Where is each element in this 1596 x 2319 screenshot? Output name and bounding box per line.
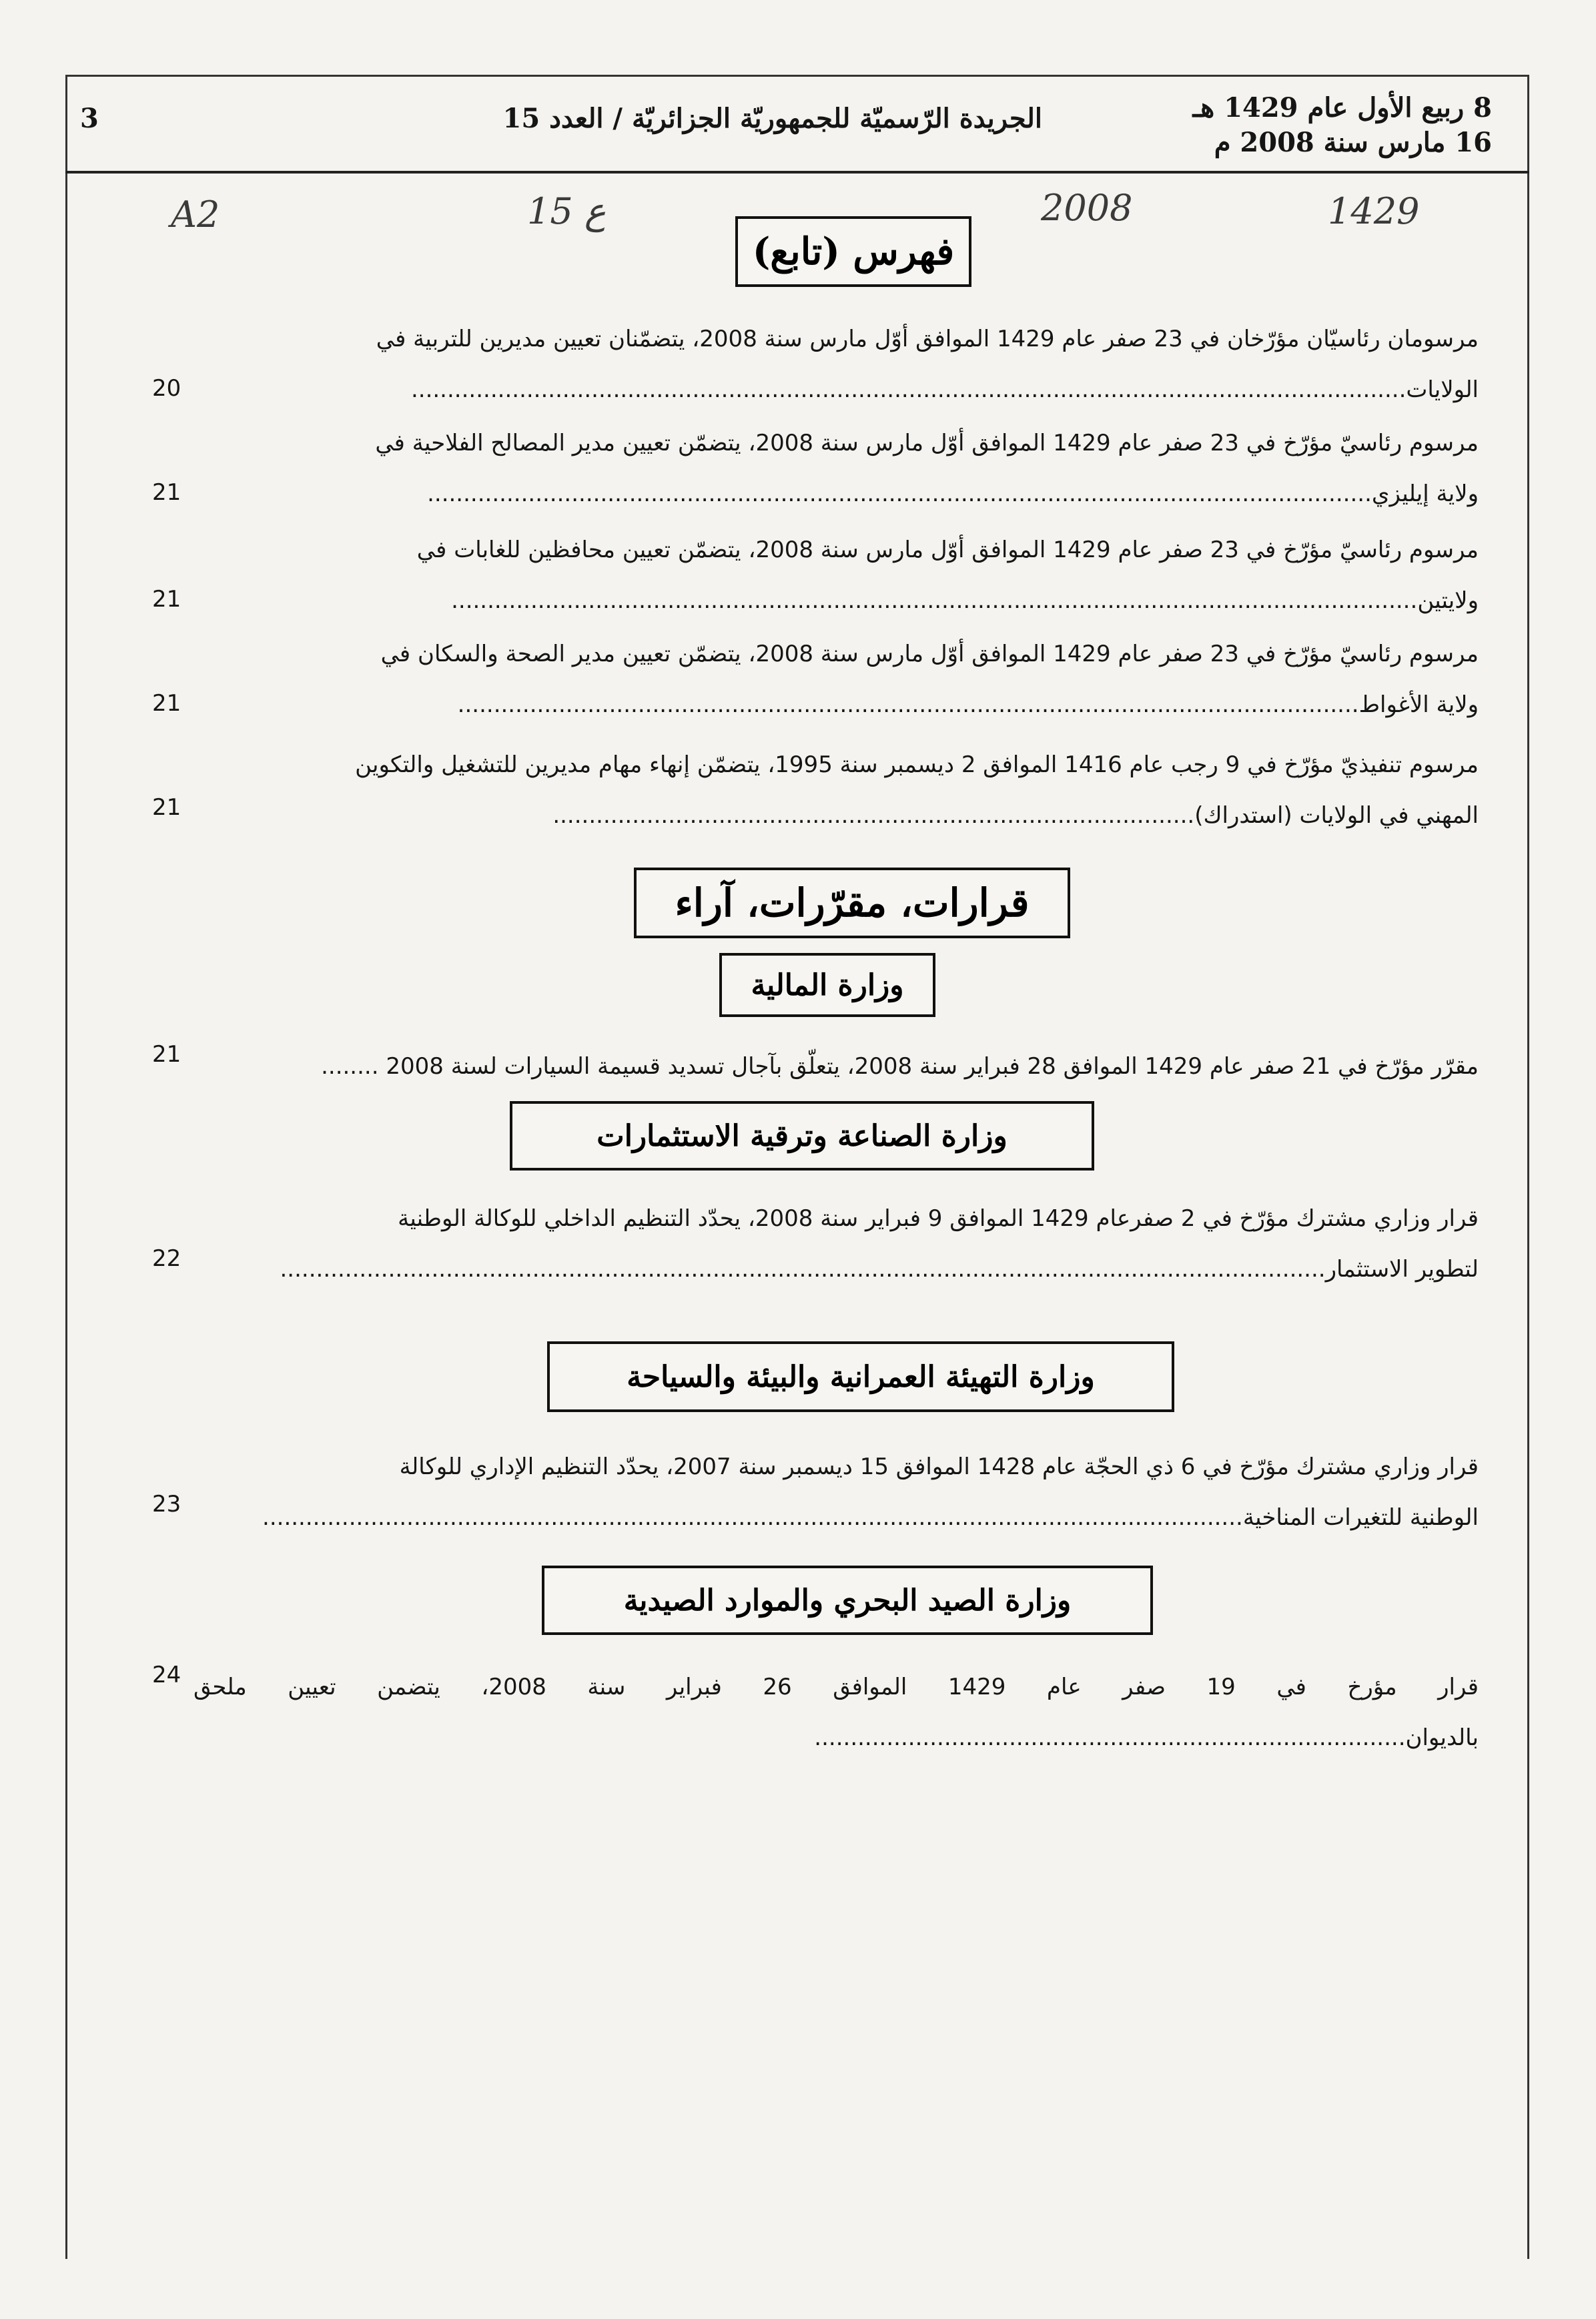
entry-8 <box>193 1441 1479 1543</box>
leader-dots: ......................................................................................... <box>552 802 1195 829</box>
entry-text: مرسومان رئاسيّان مؤرّخان في 23 صفر عام 1429 الموافق أوّل مارس سنة 2008، يتضمّنان تعيين مديرين للتربية في <box>376 326 1479 352</box>
entry-text: مرسوم رئاسيّ مؤرّخ في 23 صفر عام 1429 الموافق أوّل مارس سنة 2008، يتضمّن تعيين مدير الصحة والسكان في <box>380 641 1479 667</box>
leader-dots: ...................................................................................................................................... <box>451 587 1418 614</box>
entry-text-cont: الوطنية للتغيرات المناخية <box>1242 1504 1479 1531</box>
handwritten-note-c: 2008 <box>1041 187 1133 229</box>
entry-text: مقرّر مؤرّخ في 21 صفر عام 1429 الموافق 28 فبراير سنة 2008، يتعلّق بآجال تسديد قسيمة السيارات لسنة 2008 <box>386 1053 1479 1080</box>
entry-7 <box>193 1193 1479 1295</box>
ministry-industry-box <box>510 1101 1094 1171</box>
entry-text-cont: الولايات <box>1406 376 1479 403</box>
leader-dots: ........ <box>321 1053 386 1080</box>
ministry-planning-box <box>547 1341 1174 1412</box>
entry-text: مرسوم رئاسيّ مؤرّخ في 23 صفر عام 1429 الموافق أوّل مارس سنة 2008، يتضمّن تعيين مدير المصالح الفلاحية في <box>375 430 1479 456</box>
entry-4-page: 21 <box>152 690 181 717</box>
leader-dots: ........................................................................................................................................ <box>262 1504 1243 1531</box>
index-title-box <box>735 216 971 287</box>
handwritten-note-b: 15 ع <box>527 190 607 232</box>
entry-text-cont: ولايتين <box>1417 587 1479 614</box>
entry-1-page: 20 <box>152 375 181 402</box>
entry-6 <box>193 1041 1479 1092</box>
entry-3 <box>193 525 1479 626</box>
entry-2 <box>193 418 1479 519</box>
page-number: 3 <box>80 103 99 134</box>
hijri-date: 8 ربيع الأول عام 1429 هـ <box>1192 92 1492 123</box>
entry-text: قرار مؤرخ في 19 صفر عام 1429 الموافق 26 فبراير سنة 2008، يتضمن تعيين ملحق بالديوان <box>193 1674 1479 1751</box>
entry-text-cont: لتطوير الاستثمار <box>1325 1256 1479 1283</box>
entry-3-page: 21 <box>152 586 181 613</box>
index-title: فهرس (تابع) <box>752 230 955 274</box>
entry-9 <box>193 1662 1479 1763</box>
entry-6-page: 21 <box>152 1041 181 1068</box>
decisions-title-box <box>634 868 1070 938</box>
leader-dots: ................................................................................................................................................. <box>280 1256 1326 1283</box>
leader-dots: .................................................................................. <box>814 1724 1406 1751</box>
header-dates <box>1192 91 1492 160</box>
ministry-planning: وزارة التهيئة العمرانية والبيئة والسياحة <box>627 1359 1095 1394</box>
entry-text: مرسوم رئاسيّ مؤرّخ في 23 صفر عام 1429 الموافق أوّل مارس سنة 2008، يتضمّن تعيين محافظين للغابات في <box>416 537 1479 563</box>
ministry-finance: وزارة المالية <box>751 968 904 1002</box>
entry-9-page: 24 <box>152 1662 181 1688</box>
entry-8-page: 23 <box>152 1491 181 1518</box>
journal-title: الجريدة الرّسميّة للجمهوريّة الجزائريّة / العدد 15 <box>502 103 1042 134</box>
entry-5 <box>193 739 1479 841</box>
entry-7-page: 22 <box>152 1245 181 1272</box>
entry-text: قرار وزاري مشترك مؤرّخ في 2 صفرعام 1429 الموافق 9 فبراير سنة 2008، يحدّد التنظيم الداخلي للوكالة الوطنية <box>398 1205 1479 1232</box>
decisions-title: قرارات، مقرّرات، آراء <box>675 880 1030 926</box>
page-header <box>65 75 1529 175</box>
entry-5-page: 21 <box>152 794 181 821</box>
ministry-fisheries: وزارة الصيد البحري والموارد الصيدية <box>623 1583 1072 1618</box>
gregorian-date: 16 مارس سنة 2008 م <box>1214 127 1492 158</box>
entry-text-cont: ولاية الأغواط <box>1358 691 1479 718</box>
handwritten-note-a: A2 <box>171 194 220 236</box>
handwritten-note-d: 1429 <box>1328 190 1420 232</box>
entry-2-page: 21 <box>152 479 181 506</box>
entry-text: قرار وزاري مشترك مؤرّخ في 6 ذي الحجّة عام 1428 الموافق 15 ديسمبر سنة 2007، يحدّد التنظيم الإداري للوكالة <box>399 1453 1479 1480</box>
entry-text-cont: ولاية إيليزي <box>1371 480 1479 507</box>
entry-text-cont: المهني في الولايات (استدراك) <box>1194 802 1479 829</box>
ministry-fisheries-box <box>542 1566 1153 1635</box>
header-rule <box>65 171 1529 174</box>
ministry-industry: وزارة الصناعة وترقية الاستثمارات <box>596 1118 1008 1153</box>
entry-4 <box>193 629 1479 730</box>
entry-1 <box>193 314 1479 415</box>
leader-dots: ................................................................................................................................... <box>427 480 1372 507</box>
ministry-finance-box <box>719 953 935 1017</box>
leader-dots: .......................................................................................................................................... <box>410 376 1407 403</box>
entry-text: مرسوم تنفيذيّ مؤرّخ في 9 رجب عام 1416 الموافق 2 ديسمبر سنة 1995، يتضمّن إنهاء مهام مديرين للتشغيل والتكوين <box>355 751 1479 778</box>
leader-dots: ............................................................................................................................. <box>457 691 1359 718</box>
